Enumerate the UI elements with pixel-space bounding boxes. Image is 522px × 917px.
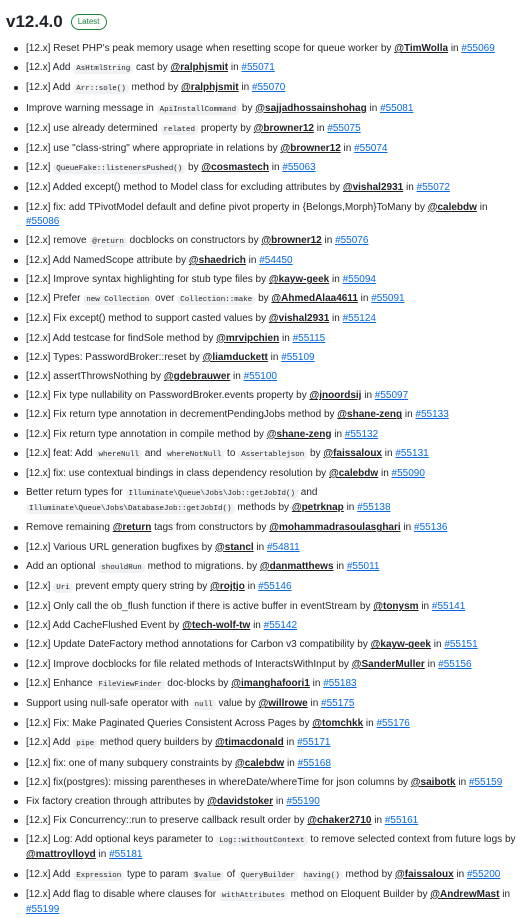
pull-request-link[interactable]: #55072 xyxy=(416,182,450,194)
code-snippet: QueueFake::listenersPushed() xyxy=(53,164,185,174)
pull-request-link[interactable]: #55131 xyxy=(395,447,429,459)
item-text: docblocks on constructors by xyxy=(126,234,262,246)
user-mention-link[interactable]: @SanderMuller xyxy=(351,658,425,670)
item-text: Improve warning message in xyxy=(26,102,157,114)
changelog-item xyxy=(12,254,516,268)
item-text: in xyxy=(230,371,244,382)
item-text: [12.x] fix: one of many subquery constraints by xyxy=(26,757,235,769)
user-mention-link[interactable]: @shane-zeng xyxy=(337,409,403,421)
user-mention-link[interactable]: @ralphjsmit xyxy=(181,82,239,94)
changelog-item xyxy=(12,467,516,481)
item-text: [12.x] Add xyxy=(26,868,74,880)
item-text: in xyxy=(313,122,328,134)
user-mention-link[interactable]: @willrowe xyxy=(258,698,308,709)
changelog-item xyxy=(12,776,516,790)
changelog-item xyxy=(12,868,516,883)
code-snippet: new Collection xyxy=(83,295,152,305)
code-snippet: shouldRun xyxy=(98,563,145,573)
changelog-item xyxy=(12,122,516,137)
item-text: in xyxy=(273,795,287,807)
item-text: [12.x] Add xyxy=(26,62,74,74)
item-text: [12.x] Added except() method to Model class for excluding attributes by xyxy=(26,182,343,194)
changelog-item xyxy=(12,677,516,692)
user-mention-link[interactable]: @mattroylloyd xyxy=(26,849,96,861)
item-text: value by xyxy=(215,698,259,709)
item-text: in xyxy=(340,142,355,154)
item-text: [12.x] xyxy=(26,162,54,174)
item-text: in xyxy=(343,502,358,514)
item-text: of xyxy=(224,868,238,880)
pull-request-link[interactable]: #55091 xyxy=(371,293,405,305)
item-text: method by xyxy=(342,868,395,880)
item-text: in xyxy=(253,541,267,553)
user-mention-link[interactable]: @sajjadhossainshohag xyxy=(255,102,367,114)
pull-request-link[interactable]: #55124 xyxy=(342,313,376,325)
changelog-item xyxy=(12,447,516,462)
user-mention-link[interactable]: @return xyxy=(112,522,152,534)
item-text: [12.x] Add CacheFlushed Event by xyxy=(26,620,183,632)
pull-request-link[interactable]: #55100 xyxy=(243,371,277,382)
user-mention-link[interactable]: @browner12 xyxy=(253,122,314,134)
changelog-item xyxy=(12,580,516,595)
item-text: Better return types for xyxy=(26,487,126,499)
changelog-item xyxy=(12,560,516,575)
item-text: in xyxy=(403,182,417,194)
user-mention-link[interactable]: @AhmedAlaa4611 xyxy=(271,293,358,305)
user-mention-link[interactable]: @TimWolla xyxy=(394,43,449,54)
pull-request-link[interactable]: #55070 xyxy=(251,82,286,94)
changelog-item xyxy=(12,486,516,516)
changelog-item xyxy=(12,181,516,195)
code-snippet: Uri xyxy=(53,583,73,593)
pull-request-link[interactable]: #54811 xyxy=(267,541,300,553)
code-snippet: Illuminate\Queue\Jobs\DatabaseJob::getJobId() xyxy=(26,504,235,514)
pull-request-link[interactable]: #54450 xyxy=(259,254,293,266)
item-text: by xyxy=(307,447,324,459)
pull-request-link[interactable]: #55133 xyxy=(415,409,449,421)
item-text: in xyxy=(357,293,372,305)
item-text: Remove remaining xyxy=(26,522,113,534)
user-mention-link[interactable]: @shaedrich xyxy=(188,254,246,266)
changelog-item xyxy=(12,638,516,652)
pull-request-link[interactable]: #55141 xyxy=(431,601,466,613)
pull-request-link[interactable]: #55094 xyxy=(342,274,376,286)
pull-request-link[interactable]: #55074 xyxy=(354,142,388,154)
user-mention-link[interactable]: @imanghafoori1 xyxy=(231,677,310,689)
changelog-list xyxy=(4,42,516,917)
item-text: in xyxy=(267,351,282,363)
item-text: [12.x] Update DateFactory method annotations for Carbon v3 compatibility by xyxy=(26,639,371,651)
item-text: to remove selected context from future logs by xyxy=(307,834,516,846)
item-text: in xyxy=(371,815,385,827)
pull-request-link[interactable]: #55090 xyxy=(391,467,425,479)
item-text: in xyxy=(382,447,396,459)
item-text: in xyxy=(455,776,469,788)
item-text: [12.x] Fix except() method to support casted values by xyxy=(26,313,269,325)
changelog-item xyxy=(12,351,516,365)
item-text: and xyxy=(298,487,318,499)
item-text: [12.x] Add testcase for findSole method by xyxy=(26,332,217,344)
item-text: [12.x] use "class-string" where appropriate in relations by xyxy=(26,142,281,154)
changelog-item xyxy=(12,408,516,422)
user-mention-link[interactable]: @shane-zeng xyxy=(266,428,332,440)
user-mention-link[interactable]: @AndrewMast xyxy=(430,888,500,900)
item-text: [12.x] Add xyxy=(26,737,74,749)
item-text: in xyxy=(448,43,462,54)
user-mention-link[interactable]: @faissaloux xyxy=(323,447,382,459)
item-text: and xyxy=(142,447,165,459)
item-text: in xyxy=(228,62,242,74)
item-text: [12.x] Fix type nullability on PasswordBroker.events property by xyxy=(26,390,310,402)
item-text: in xyxy=(333,560,347,572)
item-text: in xyxy=(309,677,324,689)
item-text: method by xyxy=(128,82,182,94)
item-text: [12.x] remove xyxy=(26,234,90,246)
user-mention-link[interactable]: @tomchkk xyxy=(312,718,364,730)
item-text: in xyxy=(329,313,343,325)
code-snippet: AsHtmlString xyxy=(73,64,133,74)
pull-request-link[interactable]: #55011 xyxy=(346,560,380,572)
pull-request-link[interactable]: #55175 xyxy=(321,698,355,709)
item-text: [12.x] use already determined xyxy=(26,122,161,134)
item-text: [12.x] Add NamedScope attribute by xyxy=(26,254,189,266)
pull-request-link[interactable]: #55200 xyxy=(467,868,501,880)
release-version[interactable]: v12.4.0 xyxy=(6,12,63,31)
code-snippet: Log::withoutContext xyxy=(216,836,308,846)
item-text: in xyxy=(499,888,511,900)
item-text: in xyxy=(268,162,283,174)
item-text: in xyxy=(284,757,298,769)
pull-request-link[interactable]: #55146 xyxy=(258,580,292,592)
changelog-item xyxy=(12,736,516,751)
item-text: prevent empty query string by xyxy=(72,580,211,592)
item-text: doc-blocks by xyxy=(164,677,232,689)
changelog-item xyxy=(12,814,516,828)
item-text: to xyxy=(224,447,239,459)
pull-request-link[interactable]: #55132 xyxy=(344,428,379,440)
code-snippet: Arr::sole() xyxy=(73,84,129,94)
changelog-item xyxy=(12,102,516,117)
item-text: [12.x] Types: PasswordBroker::reset by xyxy=(26,351,203,363)
item-text: [12.x] fix: add TPivotModel default and define pivot property in {Belongs,Morph}ToMany by xyxy=(26,201,428,213)
code-snippet: ApiInstallCommand xyxy=(157,105,240,115)
pull-request-link[interactable]: #55075 xyxy=(327,122,361,134)
user-mention-link[interactable]: @rojtjo xyxy=(210,580,245,592)
code-snippet: having() xyxy=(301,871,343,881)
changelog-item xyxy=(12,757,516,771)
item-text: tags from constructors by xyxy=(151,522,270,534)
changelog-item xyxy=(12,81,516,96)
changelog-item xyxy=(12,292,516,307)
changelog-item xyxy=(12,370,516,384)
item-text: [12.x] feat: Add xyxy=(26,447,96,459)
item-text: in xyxy=(418,601,432,613)
item-text: in xyxy=(329,274,343,286)
latest-badge: Latest xyxy=(71,14,107,30)
changelog-item xyxy=(12,332,516,346)
item-text: in xyxy=(366,102,381,114)
item-text: in xyxy=(95,849,110,861)
pull-request-link[interactable]: #55171 xyxy=(297,737,331,749)
pull-request-link[interactable]: #55161 xyxy=(384,815,419,827)
user-mention-link[interactable]: @vishal2931 xyxy=(268,313,330,325)
item-text: [12.x] fix(postgres): missing parentheses in whereDate/whereTime for json columns by xyxy=(26,776,411,788)
item-text: in xyxy=(321,234,336,246)
item-text: [12.x] Add xyxy=(26,82,74,94)
code-snippet: FileViewFinder xyxy=(96,680,165,690)
user-mention-link[interactable]: @stancl xyxy=(215,541,254,553)
changelog-item xyxy=(12,234,516,249)
pull-request-link[interactable]: #55168 xyxy=(297,757,331,769)
changelog-item xyxy=(12,428,516,442)
user-mention-link[interactable]: @jnoordsij xyxy=(309,390,362,402)
item-text: [12.x] Add flag to disable where clauses for xyxy=(26,888,219,900)
user-mention-link[interactable]: @davidstoker xyxy=(207,795,274,807)
item-text: in xyxy=(363,718,377,730)
user-mention-link[interactable]: @gdebrauwer xyxy=(163,371,231,382)
code-snippet: pipe xyxy=(73,739,97,749)
pull-request-link[interactable]: #55115 xyxy=(292,332,326,344)
code-snippet: related xyxy=(161,125,199,135)
pull-request-link[interactable]: #55199 xyxy=(26,903,60,915)
item-text: [12.x] fix: use contextual bindings in class dependency resolution by xyxy=(26,467,329,479)
user-mention-link[interactable]: @mrvipchien xyxy=(216,332,280,344)
changelog-item xyxy=(12,42,516,56)
user-mention-link[interactable]: @ralphjsmit xyxy=(170,62,229,74)
item-text: [12.x] Various URL generation bugfixes by xyxy=(26,541,215,553)
user-mention-link[interactable]: @tech-wolf-tw xyxy=(182,620,251,632)
item-text: method to migrations. by xyxy=(144,560,260,572)
item-text: [12.x] Only call the ob_flush function if there is active buffer in eventStream by xyxy=(26,601,374,613)
pull-request-link[interactable]: #55151 xyxy=(444,639,478,651)
code-snippet: Illuminate\Queue\Jobs\Job::getJobId() xyxy=(126,489,299,499)
item-text: type to param xyxy=(124,868,191,880)
pull-request-link[interactable]: #55156 xyxy=(438,658,472,670)
changelog-item xyxy=(12,658,516,672)
changelog-item xyxy=(12,389,516,403)
code-snippet: Assertablejson xyxy=(238,450,307,460)
pull-request-link[interactable]: #55190 xyxy=(286,795,320,807)
item-text: by xyxy=(239,102,256,114)
item-text: in xyxy=(283,737,298,749)
code-snippet: Expression xyxy=(73,871,124,881)
user-mention-link[interactable]: @calebdw xyxy=(328,467,379,479)
code-snippet: @return xyxy=(89,237,127,247)
pull-request-link[interactable]: #55063 xyxy=(282,162,316,174)
pull-request-link[interactable]: #55076 xyxy=(335,234,369,246)
item-text: in xyxy=(238,82,252,94)
user-mention-link[interactable]: @faissaloux xyxy=(394,868,454,880)
changelog-item xyxy=(12,795,516,809)
pull-request-link[interactable]: #55086 xyxy=(26,215,60,227)
item-text: [12.x] Fix Concurrency::run to preserve callback result order by xyxy=(26,815,308,827)
item-text: in xyxy=(476,201,488,213)
user-mention-link[interactable]: @tonysm xyxy=(373,601,419,613)
changelog-item xyxy=(12,888,516,917)
item-text: [12.x] Log: Add optional keys parameter to xyxy=(26,834,217,846)
item-text: by xyxy=(255,293,272,305)
changelog-item xyxy=(12,142,516,156)
user-mention-link[interactable]: @kayw-geek xyxy=(268,274,330,286)
item-text: [12.x] Prefer xyxy=(26,293,84,305)
user-mention-link[interactable]: @browner12 xyxy=(261,234,322,246)
item-text: [12.x] Enhance xyxy=(26,677,96,689)
changelog-item xyxy=(12,312,516,326)
pull-request-link[interactable]: #55109 xyxy=(281,351,315,363)
user-mention-link[interactable]: @vishal2931 xyxy=(342,182,404,194)
item-text: in xyxy=(307,698,322,709)
code-snippet: whereNotNull xyxy=(164,450,224,460)
changelog-item xyxy=(12,161,516,176)
user-mention-link[interactable]: @timacdonald xyxy=(215,737,284,749)
item-text: in xyxy=(279,332,293,344)
user-mention-link[interactable]: @saibotk xyxy=(410,776,456,788)
user-mention-link[interactable]: @calebdw xyxy=(427,201,477,213)
pull-request-link[interactable]: #55159 xyxy=(468,776,503,788)
pull-request-link[interactable]: #55142 xyxy=(263,620,298,632)
pull-request-link[interactable]: #55183 xyxy=(323,677,357,689)
item-text: property by xyxy=(198,122,254,134)
item-text: [12.x] Fix return type annotation in decrementPendingJobs method by xyxy=(26,409,338,421)
item-text: in xyxy=(378,467,392,479)
changelog-item xyxy=(12,61,516,76)
changelog-item xyxy=(12,717,516,731)
changelog-item xyxy=(12,541,516,555)
item-text: [12.x] Improve syntax highlighting for stub type files by xyxy=(26,274,269,286)
pull-request-link[interactable]: #55138 xyxy=(357,502,391,514)
item-text: in xyxy=(453,868,467,880)
code-snippet: null xyxy=(192,700,216,710)
changelog-item xyxy=(12,521,516,535)
item-text: in xyxy=(250,620,264,632)
pull-request-link[interactable]: #55136 xyxy=(414,522,448,534)
item-text: [12.x] Improve docblocks for file related methods of InteractsWithInput by xyxy=(26,658,352,670)
changelog-item xyxy=(12,201,516,229)
item-text: method query builders by xyxy=(97,737,216,749)
item-text: method on Eloquent Builder by xyxy=(287,888,431,900)
item-text: over xyxy=(152,293,178,305)
item-text: [12.x] xyxy=(26,580,54,592)
user-mention-link[interactable]: @kayw-geek xyxy=(370,639,431,651)
item-text: [12.x] Reset PHP's peak memory usage when resetting scope for queue worker by xyxy=(26,43,395,54)
item-text: [12.x] assertThrowsNothing by xyxy=(26,371,164,382)
user-mention-link[interactable]: @chaker2710 xyxy=(307,815,372,827)
item-text: in xyxy=(331,428,345,440)
item-text: methods by xyxy=(234,502,292,514)
code-snippet: whereNull xyxy=(96,450,143,460)
changelog-item xyxy=(12,600,516,614)
changelog-item xyxy=(12,833,516,862)
user-mention-link[interactable]: @cosmastech xyxy=(201,162,269,174)
release-header xyxy=(6,12,516,32)
item-text: Add an optional xyxy=(26,560,99,572)
item-text: [12.x] Fix return type annotation in compile method by xyxy=(26,428,267,440)
pull-request-link[interactable]: #55081 xyxy=(380,102,414,114)
changelog-item xyxy=(12,273,516,287)
code-snippet: Collection::make xyxy=(177,295,255,305)
user-mention-link[interactable]: @browner12 xyxy=(280,142,341,154)
item-text: Fix factory creation through attributes by xyxy=(26,795,208,807)
item-text: in xyxy=(361,390,375,402)
pull-request-link[interactable]: #55069 xyxy=(461,43,495,54)
item-text: in xyxy=(245,254,260,266)
item-text: in xyxy=(402,409,416,421)
item-text: by xyxy=(185,162,202,174)
user-mention-link[interactable]: @danmatthews xyxy=(259,560,334,572)
item-text: cast by xyxy=(133,62,171,74)
item-text: in xyxy=(430,639,445,651)
item-text: Support using null-safe operator with xyxy=(26,698,192,709)
pull-request-link[interactable]: #55071 xyxy=(241,62,275,74)
pull-request-link[interactable]: #55181 xyxy=(109,849,143,861)
code-snippet: QueryBuilder xyxy=(238,871,298,881)
item-text: in xyxy=(424,658,439,670)
pull-request-link[interactable]: #55176 xyxy=(376,718,410,730)
changelog-item xyxy=(12,697,516,712)
user-mention-link[interactable]: @liamduckett xyxy=(202,351,268,363)
item-text: in xyxy=(400,522,415,534)
code-snippet: withAttributes xyxy=(219,891,288,901)
changelog-item xyxy=(12,619,516,633)
user-mention-link[interactable]: @calebdw xyxy=(235,757,285,769)
user-mention-link[interactable]: @mohammadrasoulasghari xyxy=(269,522,401,534)
item-text: in xyxy=(244,580,259,592)
item-text: [12.x] Fix: Make Paginated Queries Consistent Across Pages by xyxy=(26,718,313,730)
code-snippet: $value xyxy=(191,871,224,881)
user-mention-link[interactable]: @petrknap xyxy=(291,502,344,514)
pull-request-link[interactable]: #55097 xyxy=(374,390,409,402)
